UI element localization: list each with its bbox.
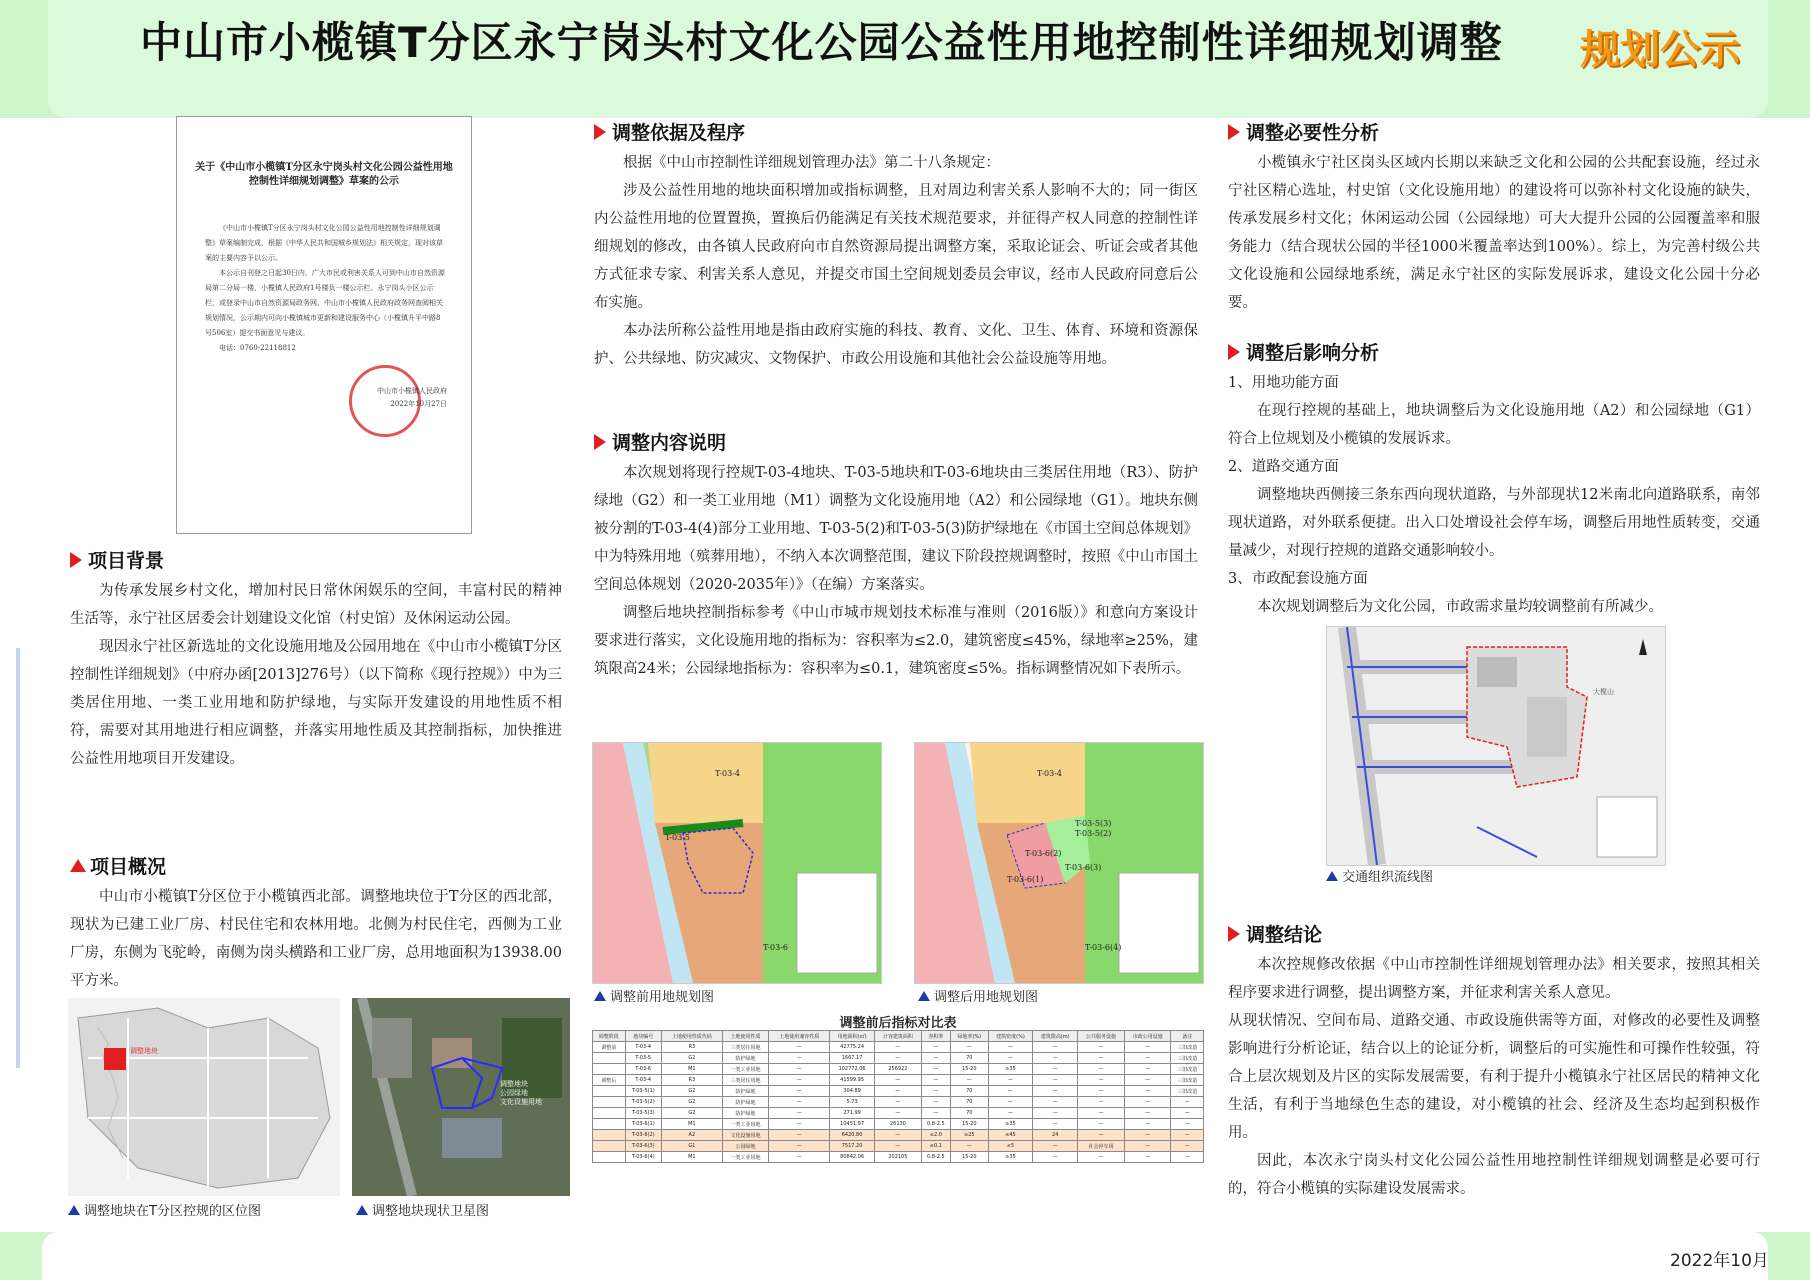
overview-section <box>70 852 562 995</box>
table-cell <box>593 1130 626 1141</box>
red-triangle-icon <box>1228 124 1240 140</box>
map-label: 调整地块 <box>130 1047 158 1055</box>
notice-paragraph: 本公示自刊登之日起30日内，广大市民或利害关系人可到中山市自然资源局第二分局一楼、小榄镇人民政府1号楼负一楼公示栏、永宁岗头小区公示栏，或登录中山市自然资源局政务网、中山市小榄镇人民政府政务网查阅相关规划情况，公示期内可向小榄镇城市更新和建设服务中心（小榄镇升平中路8号506室）提交书面意见与建议。 <box>205 269 445 337</box>
table-cell: 防护绿地 <box>722 1097 769 1108</box>
table-cell <box>593 1064 626 1075</box>
table-cell: — <box>769 1042 830 1053</box>
table-cell: 一类工业用地 <box>722 1119 769 1130</box>
blue-triangle-icon <box>594 991 606 1001</box>
content-section <box>594 428 1198 683</box>
parcel-label: T-03-5(2) <box>1075 829 1112 838</box>
table-cell: G2 <box>661 1108 722 1119</box>
footer-date: 2022年10月 <box>1670 1251 1769 1271</box>
table-cell: — <box>769 1119 830 1130</box>
table-cell: — <box>1124 1097 1171 1108</box>
content-paragraph: 调整后地块控制指标参考《中山市城市规划技术标准与准则（2016版）》和意向方案设计要求进行落实，文化设施用地的指标为：容积率为≤2.0，建筑密度≤45%，绿地率≥25%，建筑限高24米；公园绿地指标为：容积率为≤0.1，建筑密度≤5%。指标调整情况如下表所示。 <box>594 605 1198 677</box>
table-cell: — <box>875 1075 922 1086</box>
parcel-label: T-03-4 <box>715 769 740 778</box>
table-header-cell: 土地使用性质代码 <box>661 1031 722 1042</box>
table-cell: 70 <box>950 1108 988 1119</box>
location-map-caption: 调整地块在T分区控规的区位图 <box>68 1200 261 1219</box>
table-cell: — <box>1124 1119 1171 1130</box>
table-cell: 26130 <box>875 1119 922 1130</box>
table-cell: — <box>921 1108 950 1119</box>
table-cell: — <box>988 1097 1033 1108</box>
table-cell: 一类工业用地 <box>722 1152 769 1163</box>
parcel-label: T-03-5(3) <box>1075 819 1112 828</box>
table-row <box>593 1042 1204 1053</box>
table-cell: — <box>769 1130 830 1141</box>
table-title: 调整前后指标对比表 <box>839 1016 957 1031</box>
table-row <box>593 1130 1204 1141</box>
table-header-cell: 备注 <box>1171 1031 1204 1042</box>
table-cell: T-03-5(2) <box>625 1097 661 1108</box>
table-cell: 防护绿地 <box>722 1108 769 1119</box>
table-cell: — <box>875 1097 922 1108</box>
table-cell: 一类工业用地 <box>722 1064 769 1075</box>
parcel-label: T-03-4 <box>1037 769 1062 778</box>
table-header-cell: 公共服务设施 <box>1078 1031 1125 1042</box>
table-cell: 42775.24 <box>830 1042 875 1053</box>
traffic-flow-map <box>1326 626 1666 866</box>
table-cell: — <box>1124 1086 1171 1097</box>
table-cell: — <box>988 1042 1033 1053</box>
table-cell: — <box>1078 1152 1125 1163</box>
table-cell: — <box>1124 1152 1171 1163</box>
table-header-cell: 建筑限高(m) <box>1033 1031 1078 1042</box>
table-cell <box>593 1108 626 1119</box>
table-cell: — <box>875 1086 922 1097</box>
table-cell: — <box>875 1108 922 1119</box>
necessity-title: 调整必要性分析 <box>1246 122 1380 144</box>
impact-heading: 1、用地功能方面 <box>1228 375 1339 391</box>
table-cell: — <box>988 1075 1033 1086</box>
blue-triangle-icon <box>1326 871 1338 881</box>
table-cell <box>593 1141 626 1152</box>
conclusion-title: 调整结论 <box>1246 924 1323 946</box>
notice-signature <box>327 385 447 411</box>
table-row <box>593 1075 1204 1086</box>
basis-section <box>594 118 1198 373</box>
table-cell: — <box>769 1108 830 1119</box>
table-cell: 80842.06 <box>830 1152 875 1163</box>
table-cell: — <box>769 1075 830 1086</box>
table-cell: — <box>988 1086 1033 1097</box>
table-cell: 防护绿地 <box>722 1086 769 1097</box>
table-cell: 7517.20 <box>830 1141 875 1152</box>
notice-badge: 规划公示 <box>1580 27 1740 73</box>
table-cell: — <box>1124 1108 1171 1119</box>
table-cell: ≤2.0 <box>921 1130 950 1141</box>
comparison-table <box>592 1030 1204 1163</box>
table-cell: 256922 <box>875 1064 922 1075</box>
blue-triangle-icon <box>356 1205 368 1215</box>
table-cell: — <box>1033 1075 1078 1086</box>
impact-text: 本次规划调整后为文化公园，市政需求量均较调整前有所减少。 <box>1257 599 1663 615</box>
table-cell: — <box>921 1042 950 1053</box>
content-paragraph: 本次规划将现行控规T-03-4地块、T-03-5地块和T-03-6地块由三类居住用地（R3）、防护绿地（G2）和一类工业用地（M1）调整为文化设施用地（A2）和公园绿地（G1）。地块东侧被分割的T-03-4(4)部分工业用地、T-03-5(2)和T-03-5(3)防护绿地在《市国土空间总体规划》中为特殊用地（殡葬用地），不纳入本次调整范围，建议下阶段控规调整时，按照《中山市国土空间总体规划（2020-2035年）》（在编）方案落实。 <box>594 465 1198 593</box>
overview-title: 项目概况 <box>90 856 167 878</box>
table-cell: T-03-6(2) <box>625 1130 661 1141</box>
table-cell: — <box>950 1042 988 1053</box>
basis-paragraph: 涉及公益性用地的地块面积增加或指标调整，且对周边利害关系人影响不大的；同一街区内公益性用地的位置置换，置换后仍能满足有关技术规范要求，并征得产权人同意的控制性详细规划的修改，由各镇人民政府向市自然资源局提出调整方案，采取论证会、听证会或者其他方式征求专家、利害关系人意见，并提交市国土空间规划委员会审议，经市人民政府同意后公布实施。 <box>594 183 1198 311</box>
table-cell: R3 <box>661 1075 722 1086</box>
content-title: 调整内容说明 <box>612 432 727 454</box>
satellite-map-caption: 调整地块现状卫星图 <box>356 1200 489 1219</box>
table-row <box>593 1141 1204 1152</box>
left-decoration-strip <box>16 648 20 1068</box>
table-cell: 社会停车场 <box>1078 1141 1125 1152</box>
table-cell: — <box>769 1141 830 1152</box>
necessity-paragraph: 小榄镇永宁社区岗头区域内长期以来缺乏文化和公园的公共配套设施，经过永宁社区精心选址，村史馆（文化设施用地）的建设将可以弥补村文化设施的缺失，传承发展乡村文化；休闲运动公园（公园绿地）可大大提升公园的公园覆盖率和服务能力（结合现状公园的半径1000米覆盖率达到100%）。综上，为完善村级公共文化设施和公园绿地系统，满足永宁社区的实际发展诉求，建设文化公园十分必要。 <box>1228 155 1760 311</box>
table-cell: — <box>921 1097 950 1108</box>
footer-panel <box>42 1232 1768 1280</box>
notice-sign-org: 中山市小榄镇人民政府 <box>377 387 447 395</box>
table-cell: ≥25 <box>950 1130 988 1141</box>
table-cell: 271.99 <box>830 1108 875 1119</box>
basis-title: 调整依据及程序 <box>612 122 746 144</box>
table-cell: 304.89 <box>830 1086 875 1097</box>
table-cell: — <box>1124 1075 1171 1086</box>
background-paragraph: 为传承发展乡村文化，增加村民日常休闲娱乐的空间，丰富村民的精神生活等，永宁社区居委会计划建设文化馆（村史馆）及休闲运动公园。 <box>70 583 562 627</box>
impact-text: 在现行控规的基础上，地块调整后为文化设施用地（A2）和公园绿地（G1）符合上位规划及小榄镇的发展诉求。 <box>1228 403 1760 447</box>
table-cell: — <box>921 1064 950 1075</box>
table-cell: M1 <box>661 1119 722 1130</box>
after-map-caption: 调整后用地规划图 <box>918 986 1038 1005</box>
location-map <box>68 998 340 1196</box>
parcel-label: T-03-6(1) <box>1007 875 1044 884</box>
conclusion-paragraph: 因此，本次永宁岗头村文化公园公益性用地控制性详细规划调整是必要可行的，符合小榄镇的实际建设发展需求。 <box>1228 1153 1760 1197</box>
table-cell: 15-20 <box>950 1152 988 1163</box>
page-title: 中山市小榄镇T分区永宁岗头村文化公园公益性用地控制性详细规划调整 <box>140 18 1503 67</box>
traffic-map-graphic <box>1327 627 1665 865</box>
before-map-caption: 调整前用地规划图 <box>594 986 714 1005</box>
table-cell: 15-20 <box>950 1064 988 1075</box>
table-cell: — <box>1033 1064 1078 1075</box>
table-cell: — <box>1033 1119 1078 1130</box>
red-triangle-icon <box>1228 926 1240 942</box>
table-cell: 202105 <box>875 1152 922 1163</box>
table-cell: 调整前 <box>593 1042 626 1053</box>
table-cell: — <box>875 1141 922 1152</box>
table-row <box>593 1053 1204 1064</box>
red-triangle-icon <box>594 124 606 140</box>
table-cell: 5.73 <box>830 1097 875 1108</box>
table-cell: R3 <box>661 1042 722 1053</box>
table-cell <box>593 1152 626 1163</box>
table-cell: — <box>1124 1053 1171 1064</box>
table-cell: 1667.17 <box>830 1053 875 1064</box>
table-cell <box>593 1097 626 1108</box>
table-cell: 0.8-2.5 <box>921 1119 950 1130</box>
table-cell: — <box>1171 1119 1204 1130</box>
conclusion-section <box>1228 920 1760 1203</box>
table-cell: — <box>769 1152 830 1163</box>
table-cell: G2 <box>661 1053 722 1064</box>
after-map-graphic <box>915 743 1203 983</box>
map-label: 大榄山 <box>1593 688 1614 696</box>
table-row <box>593 1108 1204 1119</box>
impact-title: 调整后影响分析 <box>1246 342 1380 364</box>
traffic-map-caption: 交通组织流线图 <box>1326 866 1433 885</box>
table-cell: — <box>1078 1108 1125 1119</box>
table-cell: — <box>1078 1130 1125 1141</box>
blue-triangle-icon <box>918 991 930 1001</box>
table-header-cell: 调整阶段 <box>593 1031 626 1042</box>
table-header-cell: 计容建筑面积 <box>875 1031 922 1042</box>
notice-paragraph: 《中山市小榄镇T分区永宁岗头村文化公园公益性用地控制性详细规划调整》草案编制完成，根据《中华人民共和国城乡规划法》相关规定，现对该草案的主要内容予以公示。 <box>205 224 443 262</box>
conclusion-paragraph: 本次控规修改依据《中山市控制性详细规划管理办法》相关要求，按照其相关程序要求进行调整，提出调整方案，并征求利害关系人意见。 <box>1228 957 1760 1001</box>
table-row <box>593 1119 1204 1130</box>
public-notice-document <box>176 116 472 534</box>
table-header-cell: 绿地率(%) <box>950 1031 988 1042</box>
table-cell: G2 <box>661 1086 722 1097</box>
table-cell: 三类居住用地 <box>722 1042 769 1053</box>
table-cell: 70 <box>950 1086 988 1097</box>
parcel-label: T-03-6(3) <box>1065 863 1102 872</box>
table-cell: — <box>769 1064 830 1075</box>
impact-section <box>1228 338 1760 621</box>
table-cell: — <box>1171 1108 1204 1119</box>
table-cell: — <box>1171 1130 1204 1141</box>
table-header-cell: 容积率 <box>921 1031 950 1042</box>
table-cell: — <box>988 1053 1033 1064</box>
table-cell: T-03-4 <box>625 1042 661 1053</box>
table-cell: — <box>1078 1119 1125 1130</box>
table-cell: — <box>875 1130 922 1141</box>
table-cell <box>593 1119 626 1130</box>
table-cell: M1 <box>661 1152 722 1163</box>
table-cell: T-03-6(3) <box>625 1141 661 1152</box>
table-cell: 文化设施用地 <box>722 1130 769 1141</box>
table-cell <box>593 1086 626 1097</box>
table-cell: 三旧改造 <box>1171 1042 1204 1053</box>
table-cell: — <box>875 1042 922 1053</box>
table-cell: 调整后 <box>593 1075 626 1086</box>
parcel-label: T-03-6(4) <box>1085 943 1122 952</box>
table-header-cell: 土地使用性质 <box>722 1031 769 1042</box>
table-cell: — <box>1033 1108 1078 1119</box>
table-cell: T-03-5 <box>625 1053 661 1064</box>
table-cell: — <box>1124 1042 1171 1053</box>
table-cell: G2 <box>661 1097 722 1108</box>
background-title: 项目背景 <box>88 550 165 572</box>
overview-paragraph: 中山市小榄镇T分区位于小榄镇西北部。调整地块位于T分区的西北部，现状为已建工业厂房、村民住宅和农林用地。北侧为村民住宅，西侧为工业厂房，东侧为飞驼岭，南侧为岗头横路和工业厂房，总用地面积为13938.00平方米。 <box>70 889 562 989</box>
table-cell: — <box>1033 1152 1078 1163</box>
table-row <box>593 1097 1204 1108</box>
table-cell: — <box>1078 1075 1125 1086</box>
table-row <box>593 1086 1204 1097</box>
table-cell: ≥35 <box>988 1119 1033 1130</box>
basis-paragraph: 根据《中山市控制性详细规划管理办法》第二十八条规定： <box>623 155 1000 171</box>
table-cell: — <box>1078 1097 1125 1108</box>
table-cell: — <box>921 1086 950 1097</box>
table-cell: — <box>1124 1141 1171 1152</box>
impact-heading: 2、道路交通方面 <box>1228 459 1339 475</box>
satellite-map <box>352 998 570 1196</box>
red-triangle-icon <box>594 434 606 450</box>
background-paragraph: 现因永宁社区新选址的文化设施用地及公园用地在《中山市小榄镇T分区控制性详细规划》（中府办函[2013]276号）（以下简称《现行控规》）中为三类居住用地、一类工业用地和防护绿地，与实际开发建设的用地性质不相符，需要对其用地进行相应调整，并落实用地性质及其控制指标，加快推进公益性用地项目开发建设。 <box>70 639 562 767</box>
table-cell: 70 <box>950 1053 988 1064</box>
conclusion-paragraph: 从现状情况、空间布局、道路交通、市政设施供需等方面，对修改的必要性及调整影响进行分析论证，结合以上的论证分析，调整后的可实施性和可操作性较强，符合上层次规划及片区的实际发展需要，有利于提升小榄镇永宁社区居民的精神文化生活，有利于当地绿色生态的建设，对小榄镇的社会、经济及生态均起到积极作用。 <box>1228 1013 1760 1141</box>
table-cell: — <box>1033 1097 1078 1108</box>
table-cell: 三旧改造 <box>1171 1075 1204 1086</box>
table-cell: 6420.80 <box>830 1130 875 1141</box>
table-cell: — <box>1171 1141 1204 1152</box>
before-land-use-map <box>592 742 882 984</box>
comparison-table-wrap <box>592 1030 1204 1198</box>
table-cell: — <box>1171 1097 1204 1108</box>
table-row <box>593 1064 1204 1075</box>
table-cell: ≤5 <box>988 1141 1033 1152</box>
table-cell: 三旧改造 <box>1171 1064 1204 1075</box>
table-cell: — <box>769 1097 830 1108</box>
notice-phone: 电话：0760-22118812 <box>219 344 296 352</box>
table-cell: 41599.95 <box>830 1075 875 1086</box>
table-row <box>593 1152 1204 1163</box>
necessity-section <box>1228 118 1760 317</box>
table-header-cell: 用地面积(㎡) <box>830 1031 875 1042</box>
table-cell: — <box>1124 1130 1171 1141</box>
table-cell: 三旧改造 <box>1171 1053 1204 1064</box>
table-cell: — <box>988 1108 1033 1119</box>
table-header-cell: 土地使用兼容性质 <box>769 1031 830 1042</box>
table-cell: ≤45 <box>988 1130 1033 1141</box>
table-cell: — <box>1078 1042 1125 1053</box>
table-cell: 0.8-2.5 <box>921 1152 950 1163</box>
red-triangle-icon <box>70 552 82 568</box>
satellite-labels: 调整地块 公园绿地 文化设施用地 <box>500 1080 542 1106</box>
table-cell: 70 <box>950 1097 988 1108</box>
table-cell: 三旧改造 <box>1171 1086 1204 1097</box>
notice-title: 关于《中山市小榄镇T分区永宁岗头村文化公园公益性用地控制性详细规划调整》草案的公示 <box>195 162 453 187</box>
table-cell: T-03-4 <box>625 1075 661 1086</box>
table-cell: 公园绿地 <box>722 1141 769 1152</box>
red-triangle-icon <box>70 859 86 872</box>
background-section <box>70 546 562 773</box>
table-cell: T-03-5(1) <box>625 1086 661 1097</box>
notice-sign-date: 2022年10月27日 <box>390 400 447 408</box>
table-cell: 15-20 <box>950 1119 988 1130</box>
table-cell: 102772.06 <box>830 1064 875 1075</box>
before-map-graphic <box>593 743 881 983</box>
table-cell: 三类居住用地 <box>722 1075 769 1086</box>
table-cell: — <box>769 1086 830 1097</box>
table-cell: — <box>1171 1152 1204 1163</box>
table-cell: — <box>921 1053 950 1064</box>
table-cell: — <box>1124 1064 1171 1075</box>
parcel-label: T-03-6 <box>763 943 788 952</box>
notice-body <box>205 221 445 356</box>
table-cell: — <box>1033 1042 1078 1053</box>
table-cell: T-03-6(1) <box>625 1119 661 1130</box>
table-cell: — <box>1078 1064 1125 1075</box>
table-cell: T-03-5(3) <box>625 1108 661 1119</box>
table-cell: ≤0.1 <box>921 1141 950 1152</box>
parcel-label: T-03-6(2) <box>1025 849 1062 858</box>
table-cell: — <box>1078 1053 1125 1064</box>
table-cell: 防护绿地 <box>722 1053 769 1064</box>
table-cell: ≥35 <box>988 1152 1033 1163</box>
table-cell <box>593 1053 626 1064</box>
red-triangle-icon <box>1228 344 1240 360</box>
table-cell: — <box>1033 1141 1078 1152</box>
table-cell: — <box>1078 1086 1125 1097</box>
table-cell: M1 <box>661 1064 722 1075</box>
table-cell: — <box>950 1075 988 1086</box>
table-cell: — <box>921 1075 950 1086</box>
table-cell: — <box>875 1053 922 1064</box>
basis-paragraph: 本办法所称公益性用地是指由政府实施的科技、教育、文化、卫生、体育、环境和资源保护、公共绿地、防灾减灾、文物保护、市政公用设施和其他社会公益设施等用地。 <box>594 323 1198 367</box>
impact-text: 调整地块西侧接三条东西向现状道路，与外部现状12米南北向道路联系，南邻现状道路，对外联系便捷。出入口处增设社会停车场，调整后用地性质转变，交通量减少，对现行控规的道路交通影响较小。 <box>1228 487 1760 559</box>
table-cell: A2 <box>661 1130 722 1141</box>
table-cell: 24 <box>1033 1130 1078 1141</box>
table-header-cell: 建筑密度(%) <box>988 1031 1033 1042</box>
table-cell: — <box>950 1141 988 1152</box>
after-land-use-map <box>914 742 1204 984</box>
table-cell: T-03-6 <box>625 1064 661 1075</box>
location-map-graphic <box>68 998 340 1196</box>
table-cell: — <box>1033 1086 1078 1097</box>
table-cell: G1 <box>661 1141 722 1152</box>
table-cell: 10451.97 <box>830 1119 875 1130</box>
table-cell: ≥35 <box>988 1064 1033 1075</box>
blue-triangle-icon <box>68 1205 80 1215</box>
table-cell: T-03-6(4) <box>625 1152 661 1163</box>
table-header-cell: 市政公用设施 <box>1124 1031 1171 1042</box>
parcel-label: T-03-5 <box>665 833 690 842</box>
table-header-cell: 地块编号 <box>625 1031 661 1042</box>
impact-heading: 3、市政配套设施方面 <box>1228 571 1368 587</box>
table-cell: — <box>769 1053 830 1064</box>
table-cell: — <box>1033 1053 1078 1064</box>
